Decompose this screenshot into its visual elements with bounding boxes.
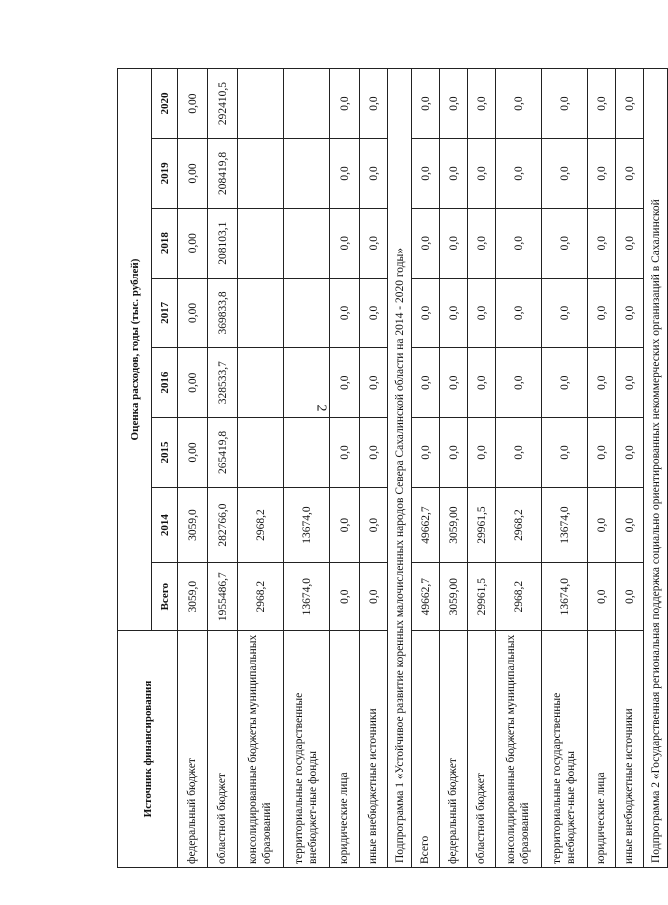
subprogram-2-title: Подпрограмма 2 «Государственная региональная поддержка социально ориентированных некоммерческих организаций в Сахалинской (644, 69, 668, 868)
value-cell: 2968,2 (496, 563, 542, 631)
value-cell: 0,0 (468, 69, 496, 139)
value-cell: 0,0 (496, 138, 542, 208)
rotated-table-container (117, 68, 662, 868)
value-cell: 0,0 (496, 348, 542, 418)
row-label: иные внебюджетные источники (360, 631, 388, 868)
value-cell: 0,0 (330, 138, 360, 208)
value-cell: 0,0 (360, 138, 388, 208)
value-cell: 0,0 (588, 418, 616, 488)
col-2019: 2019 (152, 138, 178, 208)
col-total: Всего (152, 563, 178, 631)
value-cell: 1955486,7 (208, 563, 238, 631)
value-cell: 0,0 (496, 418, 542, 488)
value-cell: 3059,0 (178, 563, 208, 631)
value-cell: 0,0 (412, 278, 440, 348)
value-cell: 292410,5 (208, 69, 238, 139)
value-cell: 0,0 (616, 138, 644, 208)
value-cell: 0,0 (330, 563, 360, 631)
row-label: иные внебюджетные источники (616, 631, 644, 868)
value-cell: 265419,8 (208, 418, 238, 488)
value-cell: 0,0 (542, 348, 588, 418)
value-cell: 13674,0 (284, 563, 330, 631)
value-cell: 0,0 (360, 563, 388, 631)
table-row (330, 69, 360, 868)
col-2016: 2016 (152, 348, 178, 418)
value-cell (238, 208, 284, 278)
table-row (542, 69, 588, 868)
table-row (616, 69, 644, 868)
table-row (440, 69, 468, 868)
value-cell: 0,0 (330, 69, 360, 139)
value-cell (238, 348, 284, 418)
value-cell: 0,0 (496, 69, 542, 139)
table-row (284, 69, 330, 868)
value-cell: 0,0 (542, 208, 588, 278)
value-cell: 0,0 (330, 208, 360, 278)
value-cell: 0,0 (588, 563, 616, 631)
value-cell: 3059,00 (440, 563, 468, 631)
row-label: территориальные государственные внебюджет-ные фонды (542, 631, 588, 868)
subprogram-1-title: Подпрограмма 1 «Устойчивое развитие коренных малочисленных народов Севера Сахалинской области на 2014 - 2020 годы» (388, 69, 412, 868)
value-cell: 0,0 (412, 208, 440, 278)
value-cell: 0,00 (178, 208, 208, 278)
value-cell: 0,0 (616, 208, 644, 278)
value-cell: 0,0 (440, 69, 468, 139)
row-label: областной бюджет (208, 631, 238, 868)
value-cell: 0,0 (440, 348, 468, 418)
row-label: консолидированные бюджеты муниципальных образований (238, 631, 284, 868)
value-cell: 0,00 (178, 418, 208, 488)
value-cell: 0,0 (616, 278, 644, 348)
value-cell: 49662,7 (412, 487, 440, 563)
value-cell: 0,0 (616, 563, 644, 631)
value-cell: 0,0 (440, 208, 468, 278)
value-cell: 0,0 (588, 69, 616, 139)
value-cell: 328533,7 (208, 348, 238, 418)
value-cell (284, 69, 330, 139)
value-cell: 0,0 (330, 348, 360, 418)
table-row (496, 69, 542, 868)
value-cell: 2968,2 (238, 563, 284, 631)
row-label: территориальные государственные внебюджет-ные фонды (284, 631, 330, 868)
value-cell: 0,0 (330, 487, 360, 563)
table-row (178, 69, 208, 868)
value-cell: 0,0 (468, 418, 496, 488)
value-cell (238, 138, 284, 208)
value-cell: 0,0 (440, 138, 468, 208)
value-cell: 0,0 (588, 278, 616, 348)
value-cell (238, 278, 284, 348)
value-cell: 0,0 (588, 138, 616, 208)
value-cell: 29961,5 (468, 487, 496, 563)
value-cell (284, 138, 330, 208)
table-row (208, 69, 238, 868)
value-cell: 0,0 (412, 138, 440, 208)
value-cell: 0,0 (360, 208, 388, 278)
value-cell: 0,0 (330, 418, 360, 488)
value-cell: 0,0 (468, 278, 496, 348)
value-cell: 0,00 (178, 69, 208, 139)
value-cell: 0,0 (360, 487, 388, 563)
value-cell: 282766,0 (208, 487, 238, 563)
value-cell: 0,0 (616, 487, 644, 563)
table-row (588, 69, 616, 868)
col-2018: 2018 (152, 208, 178, 278)
value-cell: 0,0 (360, 278, 388, 348)
value-cell: 0,0 (412, 418, 440, 488)
value-cell: 0,00 (178, 348, 208, 418)
table-row (360, 69, 388, 868)
col-2017: 2017 (152, 278, 178, 348)
value-cell: 369833,8 (208, 278, 238, 348)
value-cell (284, 418, 330, 488)
row-label: юридические лица (330, 631, 360, 868)
value-cell: 0,0 (496, 278, 542, 348)
row-label: федеральный бюджет (178, 631, 208, 868)
value-cell: 0,0 (542, 69, 588, 139)
value-cell: 0,0 (588, 348, 616, 418)
value-cell: 0,0 (468, 138, 496, 208)
value-cell: 0,0 (360, 69, 388, 139)
value-cell: 3059,00 (440, 487, 468, 563)
value-cell: 2968,2 (238, 487, 284, 563)
table-row (468, 69, 496, 868)
value-cell (284, 278, 330, 348)
value-cell (284, 348, 330, 418)
value-cell: 0,0 (616, 348, 644, 418)
row-label: областной бюджет (468, 631, 496, 868)
value-cell: 0,00 (178, 278, 208, 348)
value-cell: 0,0 (360, 348, 388, 418)
table-row (238, 69, 284, 868)
value-cell: 0,0 (542, 418, 588, 488)
value-cell: 0,0 (468, 208, 496, 278)
col-2015: 2015 (152, 418, 178, 488)
row-label: Всего (412, 631, 440, 868)
value-cell: 208103,1 (208, 208, 238, 278)
header-estimate: Оценка расходов, годы (тыс. рублей) (118, 69, 152, 631)
value-cell: 0,0 (496, 208, 542, 278)
value-cell: 0,0 (440, 278, 468, 348)
value-cell: 13674,0 (284, 487, 330, 563)
value-cell: 3059,0 (178, 487, 208, 563)
value-cell: 0,0 (542, 138, 588, 208)
value-cell: 0,0 (360, 418, 388, 488)
value-cell: 0,0 (412, 69, 440, 139)
row-label: федеральный бюджет (440, 631, 468, 868)
financing-table (117, 68, 668, 868)
table-row (412, 69, 440, 868)
value-cell: 49662,7 (412, 563, 440, 631)
col-2020: 2020 (152, 69, 178, 139)
value-cell: 0,0 (542, 278, 588, 348)
value-cell: 0,0 (412, 348, 440, 418)
value-cell: 13674,0 (542, 563, 588, 631)
value-cell: 2968,2 (496, 487, 542, 563)
page-number: 2 (313, 404, 328, 412)
value-cell: 0,0 (440, 418, 468, 488)
value-cell (238, 69, 284, 139)
value-cell (284, 208, 330, 278)
value-cell: 0,0 (330, 278, 360, 348)
value-cell (238, 418, 284, 488)
row-label: юридические лица (588, 631, 616, 868)
value-cell: 0,0 (468, 348, 496, 418)
value-cell: 208419,8 (208, 138, 238, 208)
col-2014: 2014 (152, 487, 178, 563)
value-cell: 0,0 (616, 69, 644, 139)
value-cell: 29961,5 (468, 563, 496, 631)
value-cell: 0,00 (178, 138, 208, 208)
value-cell: 13674,0 (542, 487, 588, 563)
value-cell: 0,0 (588, 208, 616, 278)
row-label: консолидированные бюджеты муниципальных образований (496, 631, 542, 868)
value-cell: 0,0 (588, 487, 616, 563)
value-cell: 0,0 (616, 418, 644, 488)
header-source: Источник финансирования (118, 631, 178, 868)
